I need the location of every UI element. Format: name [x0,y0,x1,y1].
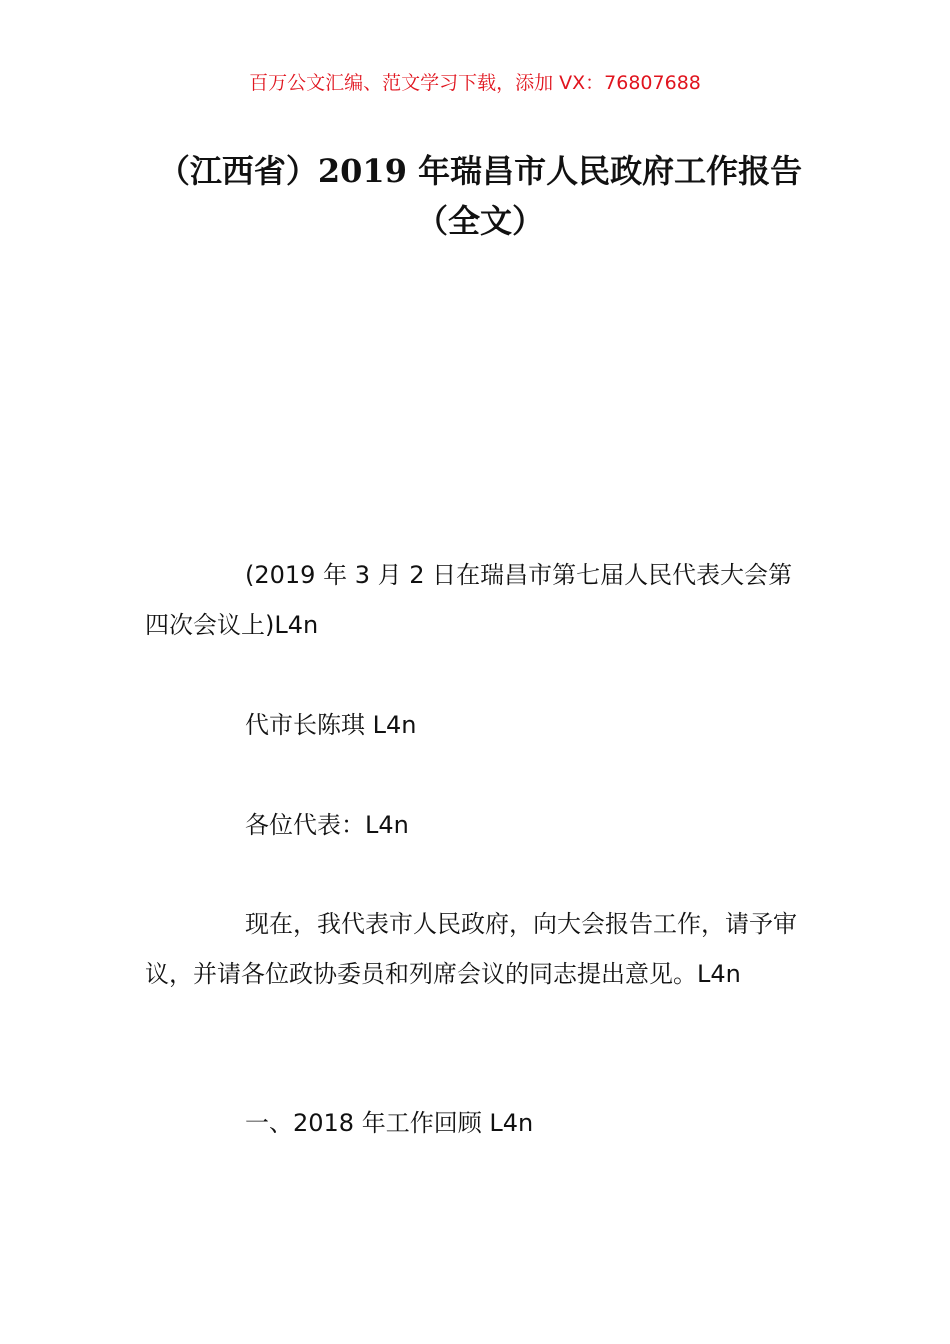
section-heading-text: 一、2018 年工作回顾 L4n [245,1109,534,1137]
document-title: （江西省）2019 年瑞昌市人民政府工作报告（全文） [157,152,803,240]
greeting-text: 各位代表：L4n [245,811,409,839]
paragraph-section-heading [145,1098,810,1148]
header-banner: 百万公文汇编、范文学习下载，添加 VX：76807688 [249,72,701,94]
date-venue-text: (2019 年 3 月 2 日在瑞昌市第七届人民代表大会第四次会议上)L4n [145,561,793,639]
paragraph-greeting [145,800,810,850]
speaker-text: 代市长陈琪 L4n [245,711,417,739]
intro-text: 现在，我代表市人民政府，向大会报告工作，请予审议，并请各位政协委员和列席会议的同志提出意见。L4n [145,910,797,988]
paragraph-intro [145,899,810,999]
paragraph-date-venue [145,550,810,650]
paragraph-speaker [145,700,810,750]
